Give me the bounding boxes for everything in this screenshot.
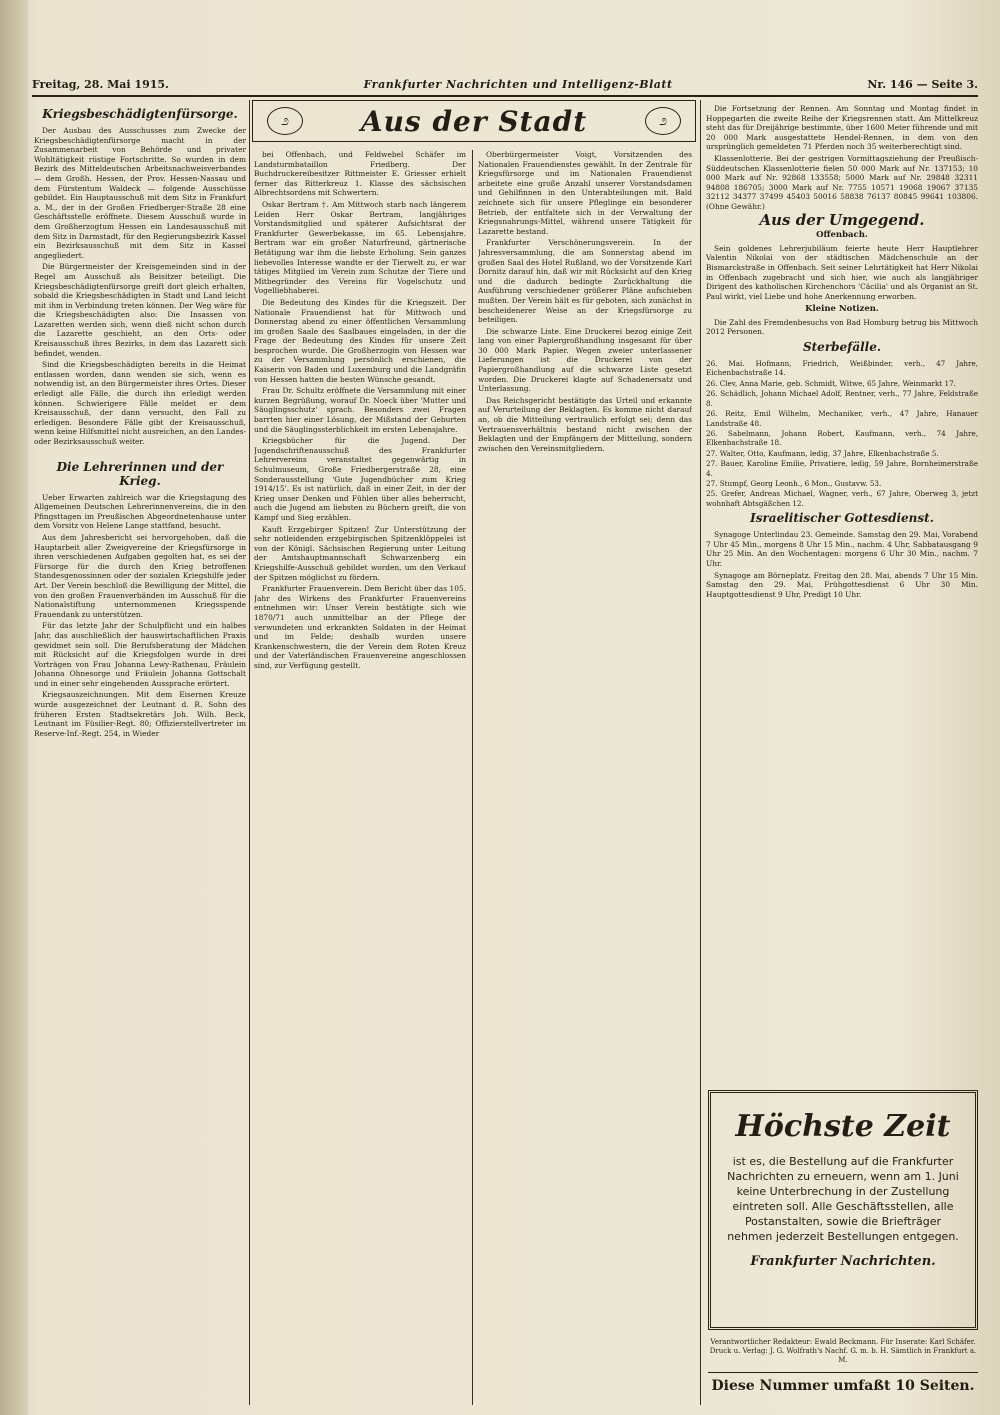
article-paragraph: Kriegsauszeichnungen. Mit dem Eisernen Kreuze wurde ausgezeichnet der Leutnant d. R. Sohn des früheren Ersten Stadtsekretärs Joh. Wilh. Beck, Leutnant im Füsilier-Regt. 80; Offizierstellvertreter im Reserve-Inf.-Regt. 254, in Wieder xyxy=(34,690,246,738)
ornament-left-icon: ೨ xyxy=(267,107,303,135)
page-binding xyxy=(0,0,28,1415)
list-item: 26. Mai. Hofmann, Friedrich, Weißbinder, verh., 47 Jahre, Eichenbachstraße 14. xyxy=(706,359,978,378)
column-divider xyxy=(249,100,250,1405)
section-masthead xyxy=(252,100,696,142)
page-count-note: Diese Nummer umfaßt 10 Seiten. xyxy=(711,1378,975,1394)
list-item: 26. Sabelmann, Johann Robert, Kaufmann, verh., 74 Jahre, Elkenbachstraße 18. xyxy=(706,428,978,448)
article-paragraph: Die Bürgermeister der Kreisgemeinden sind in der Regel am Ausschuß als Beisitzer beteiligt. Die Kriegsbeschädigtenfürsorge greift dort gleich erhalten, sobald die Kriegsbeschädigten in Stadt und Land leicht mit ihm in Verbindung treten können. Der Weg wäre für die Kriegsbeschädigten also: Die Insassen von Lazaretten werden sich, wenn dieß nicht schon durch die Lazarette geschieht, an den Orts- oder Kreisausschuß ihres Bezirks, in dem das Lazarett sich befindet, wenden. xyxy=(34,262,246,358)
list-item: 27. Stumpf, Georg Leonh., 6 Mon., Gustavw. 53. xyxy=(706,478,882,488)
article-paragraph: Klassenlotterie. Bei der gestrigen Vormittagsziehung der Preußisch-Süddeutschen Klassenlotterie fielen 50 000 Mark auf Nr. 137153; 10 000 Mark auf Nr. 92868 133558; 5000 Mark auf Nr. 29848 32311 94808 186705; 3000 Mark auf Nr. 7755 10571 19068 19067 37135 32112 34377 37499 45403 50016 58838 76137 80845 99641 103806. (Ohne Gewähr.) xyxy=(706,153,978,211)
article-paragraph: Ueber Erwarten zahlreich war die Kriegstagung des Allgemeinen Deutschen Lehrerinnenvereins, die in den Pfingsttagen im Preußischen Abgeordnetenhause unter dem Vorsitz von Helene Lange stattfand, besucht. xyxy=(34,492,246,531)
header-rule xyxy=(32,95,978,97)
subsection-offenbach: Offenbach. xyxy=(816,230,868,241)
death-notice-list xyxy=(706,359,978,508)
imprint-credits: Verantwortlicher Redakteur: Ewald Beckmann. Für Inserate: Karl Schäfer. Druck u. Verlag: J. G. Wolfrath's Nachf. G. m. b. H. Sämtlich in Frankfurt a. M. xyxy=(709,1338,977,1364)
list-item: 27. Walter, Otto, Kaufmann, ledig, 37 Jahre, Elkenbachstraße 5. xyxy=(706,448,939,458)
column-1 xyxy=(34,104,246,1404)
list-item: 26. Reitz, Emil Wilhelm, Mechaniker, verh., 47 Jahre, Hanauer Landstraße 48. xyxy=(706,409,978,428)
article-paragraph: Sein goldenes Lehrerjubiläum feierte heute Herr Hauptlehrer Valentin Nikolai von der städtischen Mädchenschule an der Bismarckstraße in Offenbach. Seit seiner Lehrtätigkeit hat Herr Nikolai in Offenbach zugebracht und sich hier, wie auch als langjähriger Dirigent des katholischen Kirchenchors 'Cäcilia' und als Organist an St. Paul wirkt, viel Liebe und hohe Anerkennung erworben. xyxy=(706,243,978,301)
list-item: 27. Bauer, Karoline Emilie, Privatiere, ledig, 59 Jahre, Bornheimerstraße 4. xyxy=(706,459,978,478)
list-item: 25. Grefer, Andreas Michael, Wagner, verh., 67 Jahre, Oberweg 3, jetzt wohnhaft Abtsgäßchen 12. xyxy=(706,489,978,508)
ad-headline: Höchste Zeit xyxy=(735,1109,951,1144)
article-paragraph: Frankfurter Verschönerungsverein. In der Jahresversammlung, die am Sonnerstag abend im großen Saal des Hotel Rußland, wo der Vorsitzende Karl Dornitz darauf hin, daß wir mit Rücksicht auf den Krieg und die dadurch bedingte Zurückhaltung die Ausführung verschiedener größerer Pläne aufschieben mußten. Der Verein hält es für geboten, sich zunächst in bescheidenerer Weise an der Kriegsfürsorge zu beteiligen. xyxy=(478,238,692,325)
ad-signature: Frankfurter Nachrichten. xyxy=(750,1254,936,1269)
ad-body: ist es, die Bestellung auf die Frankfurter Nachrichten zu erneuern, wenn am 1. Juni keine Unterbrechung in der Zustellung eintreten soll. Alle Geschäftsstellen, alle Postanstalten, sowie die Briefträger nehmen jederzeit Bestellungen entgegen. xyxy=(727,1155,959,1243)
article-paragraph: Frau Dr. Schultz eröffnete die Versammlung mit einer kurzen Begrüßung, worauf Dr. Noeck über 'Mutter und Säuglingsschutz' sprach. Besonders zwei Fragen barrten hier einer Lösung, der Mißstand der Geburten und die Säuglingssterblichkeit im ersten Lebensjahre. xyxy=(254,386,466,434)
article-paragraph: Das Reichsgericht bestätigte das Urteil und erkannte auf Verurteilung der Beklagten. Es komme nicht darauf an, ob die Mitteilung vertraulich erfolgt sei; denn das Vertrauensverhältnis bestand nicht zwischen der Beklagten und der Empfängern der Mitteilung, sondern zwischen den Vereinsmitgliedern. xyxy=(478,395,692,453)
article-paragraph: Die Zahl des Fremdenbesuchs von Bad Homburg betrug bis Mittwoch 2012 Personen. xyxy=(706,317,978,337)
article-paragraph: Sind die Kriegsbeschädigten bereits in die Heimat entlassen worden, dann wenden sie sich, wenn es notwendig ist, an den Bürgermeister ihres Ortes. Dieser erledigt alle Fälle, die durch ihn erledigt werden können. Schwierigere Fälle meldet er dem Kreisausschuß, der dann versucht, den Fall zu erledigen. Besondere Fälle gibt der Kreisausschuß, wenn keine Hilfsmittel nicht ausreichen, an den Landes- oder Bezirksausschuß weiter. xyxy=(34,360,246,446)
footer-rule xyxy=(708,1372,978,1373)
header-paper-name: Frankfurter Nachrichten und Intelligenz-Blatt xyxy=(363,77,673,91)
ornament-right-icon: ೨ xyxy=(645,107,681,135)
article-title-lehrerinnen: Die Lehrerinnen und der Krieg. xyxy=(56,459,224,488)
article-paragraph: Kriegsbücher für die Jugend. Der Jugendschriftenausschuß des Frankfurter Lehrervereins veranstaltet gegenwärtig in Schulmuseum, Große Friedbergerstraße 28, eine Sonderausstellung 'Gute Jugendbücher zum Krieg 1914/15'. Es ist natürlich, daß in einer Zeit, in der der Krieg unser Denken und Fühlen über alles beherrscht, auch die Jugend am liebsten zu Büchern greift, die von Kampf und Sieg erzählen. xyxy=(254,436,466,522)
article-paragraph: Oberbürgermeister Voigt, Vorsitzenden des Nationalen Frauendienstes gewählt. In der Zentrale für Kriegsfürsorge und im Nationalen Frauendienst arbeitete eine große Anzahl unserer Vorstandsdamen und Gehilfinnen in den Unterabteilungen mit. Bald zeichnete sich für unsere Pfleglinge ein besonderer Betrieb, der entfaltete sich in der Verwaltung der Kriegsnahrungs-Mittel, während unsere Tätigkeit für Lazarette bestand. xyxy=(478,150,692,236)
column-divider xyxy=(700,100,701,1405)
article-paragraph: Die Fortsetzung der Rennen. Am Sonntag und Montag findet in Hoppegarten die zweite Reihe der Kriegsrennen statt. Am Mittelkreuz steht das für Dreijährige bestimmte, über 1600 Meter führende und mit 20 000 Mark ausgestattete Hendel-Rennen, in dem von den ursprünglich gemeldeten 71 Pferden noch 35 weiterberechtigt sind. xyxy=(706,104,978,152)
header-date: Freitag, 28. Mai 1915. xyxy=(32,77,169,91)
column-2 xyxy=(254,150,466,1405)
article-paragraph: Frankfurter Frauenverein. Dem Bericht über das 105. Jahr des Wirkens des Frankfurter Frauenvereins entnehmen wir: Unser Verein bestätigte sich wie 1870/71 auch unmittelbar an der Pflege der verwundeten und erkrankten Soldaten in der Heimat und im Felde; deshalb wurden unsere Krankenschwestern, die der Verein dem Roten Kreuz und der Vaterländischen Frauenvereine angeschlossen sind, zur Verfügung gestellt. xyxy=(254,584,466,670)
column-divider xyxy=(472,150,473,1405)
article-title-kriegsbeschaedigte: Kriegsbeschädigtenfürsorge. xyxy=(42,107,238,121)
section-title-umgegend: Aus der Umgegend. xyxy=(759,210,925,229)
list-item: 26. Schädlich, Johann Michael Adolf, Rentner, verh., 77 Jahre, Feldstraße 8. xyxy=(706,389,978,408)
section-title-gottesdienst: Israelitischer Gottesdienst. xyxy=(750,511,934,526)
column-4 xyxy=(706,104,978,1084)
article-paragraph: Die schwarze Liste. Eine Druckerei bezog einige Zeit lang von einer Papiergroßhandlung insgesamt für über 30 000 Mark Papier. Wegen zweier unterlassener Lieferungen ist die Druckerei von der Papiergroßhandlung auf die schwarze Liste gesetzt worden. Die Druckerei klagte auf Schadenersatz und Unterlassung. xyxy=(478,326,692,394)
article-paragraph: Oskar Bertram †. Am Mittwoch starb nach längerem Leiden Herr Oskar Bertram, langjähriges Vorstandsmitglied und späterer Aufsichtsrat der Frankfurter Gewerbekasse, im 65. Lebensjahre. Bertram war ein großer Naturfreund, gärtnerische Betätigung war ihm die liebste Erholung. Sein ganzes liebevolles Interesse wandte er der Tierwelt zu, er war tätiges Mitglied im Verein zum Schutze der Tiere und Mitbegründer des Vereins für Vogelschutz und Vogelliebhaberei. xyxy=(254,199,466,296)
running-header xyxy=(32,74,978,94)
column-3 xyxy=(478,150,692,1405)
header-page-number: Nr. 146 — Seite 3. xyxy=(867,77,978,91)
article-paragraph: Synagoge Unterlindau 23. Gemeinde. Samstag den 29. Mai, Vorabend 7 Uhr 45 Min., morgens 8 Uhr 15 Min., nachm. 4 Uhr, Sabbatausgang 9 Uhr 25 Min. An den Wochentagen: morgens 6 Uhr 30 Min., nachm. 7 Uhr. xyxy=(706,530,978,568)
article-paragraph: bei Offenbach, und Feldwebel Schäfer im Landsturmbataillon Friedberg. Der Buchdruckereibesitzer Rittmeister E. Griesser erhielt ferner das Ritterkreuz 1. Klasse des sächsischen Albrechtsordens mit Schwertern. xyxy=(254,150,466,198)
section-title: Aus der Stadt xyxy=(360,104,588,138)
article-paragraph: Synagoge am Börneplatz. Freitag den 28. Mai, abends 7 Uhr 15 Min. Samstag den 29. Mai, Frühgottesdienst 6 Uhr 30 Min. Hauptgottesdienst 9 Uhr, Predigt 10 Uhr. xyxy=(706,570,978,599)
subscription-advertisement xyxy=(708,1090,978,1330)
article-paragraph: Die Bedeutung des Kindes für die Kriegszeit. Der Nationale Frauendienst hat für Mittwoch und Donnerstag abend zu einer öffentlichen Versammlung im großen Saale des Saalbaues eingeladen, in der die Frage der Bedeutung des Kindes für unsere Zeit besprochen wurde. Die Großherzogin von Hessen war zu der Versammlung persönlich erschienen, die Kaiserin von Baden und Luxemburg und die Landgräfin von Hessen hatten die besten Wünsche gesandt. xyxy=(254,297,466,384)
subsection-notizen: Kleine Notizen. xyxy=(805,304,879,315)
section-title-sterbefaelle: Sterbefälle. xyxy=(802,340,882,355)
article-paragraph: Für das letzte Jahr der Schulpflicht und ein halbes Jahr, das auschließlich der hauswirtschaftlichen Praxis gewidmet sein soll. Die Berufsberatung der Mädchen mit Rücksicht auf die Kriegsfolgen wurde in drei Vorträgen von Frau Johanna Lewy-Rathenau, Fräulein Johanna Ohnesorge und Fräulein Johanna Gottschalt und in einer sehr eingehenden Aussprache erörtert. xyxy=(34,621,246,688)
article-paragraph: Der Ausbau des Ausschusses zum Zwecke der Kriegsbeschädigtenfürsorge macht in der Zusammenarbeit von Behörde und privater Wohltätigkeit rüstige Fortschritte. So wurden in dem Bezirk des Mitteldeutschen Arbeitsnachweisverbandes — dem Großh. Hessen, der Prov. Hessen-Nassau und dem Fürstentum Waldeck — folgende Ausschüsse gebildet. Ein Hauptausschuß mit dem Sitz in Frankfurt a. M., der in der Großen Friedberger-Straße 28 eine Geschäftsstelle eröffnete. Diesem Ausschuß wurde in dem Großherzogtum Hessen ein Landesausschuß mit dem Sitz in Darmstadt, für den Regierungsbezirk Kassel ein Bezirksausschuß mit dem Sitz in Kassel angegliedert. xyxy=(34,126,246,260)
article-paragraph: Kauft Erzgebirger Spitzen! Zur Unterstützung der sehr notleidenden erzgebirgischen Spitzenklöppelei ist von der Königl. Sächsischen Regierung unter Leitung der Amtshauptmannschaft Schwarzenberg ein Kriegshilfe-Ausschuß gebildet worden, um den Verkauf der Spitzen möglichst zu fördern. xyxy=(254,524,466,582)
article-paragraph: Aus dem Jahresbericht sei hervorgehoben, daß die Hauptarbeit aller Zweigvereine der Kriegsfürsorge in ihren verschiedenen Aufgaben gegolten hat, es sei der Fürsorge für die durch den Krieg betroffenen Standesgenossinnen oder der sozialen Kriegshilfe jeder Art. Der Verein beschloß die Bewilligung der Mittel, die von den großen Frauenverbänden im Ausschuß für die Nationalstiftung unternommenen Kriegsspende Frauendank zu unterstützen. xyxy=(34,532,246,619)
list-item: 26. Clev, Anna Marie, geb. Schmidt, Witwe, 65 Jahre, Weinmarkt 17. xyxy=(706,378,956,388)
